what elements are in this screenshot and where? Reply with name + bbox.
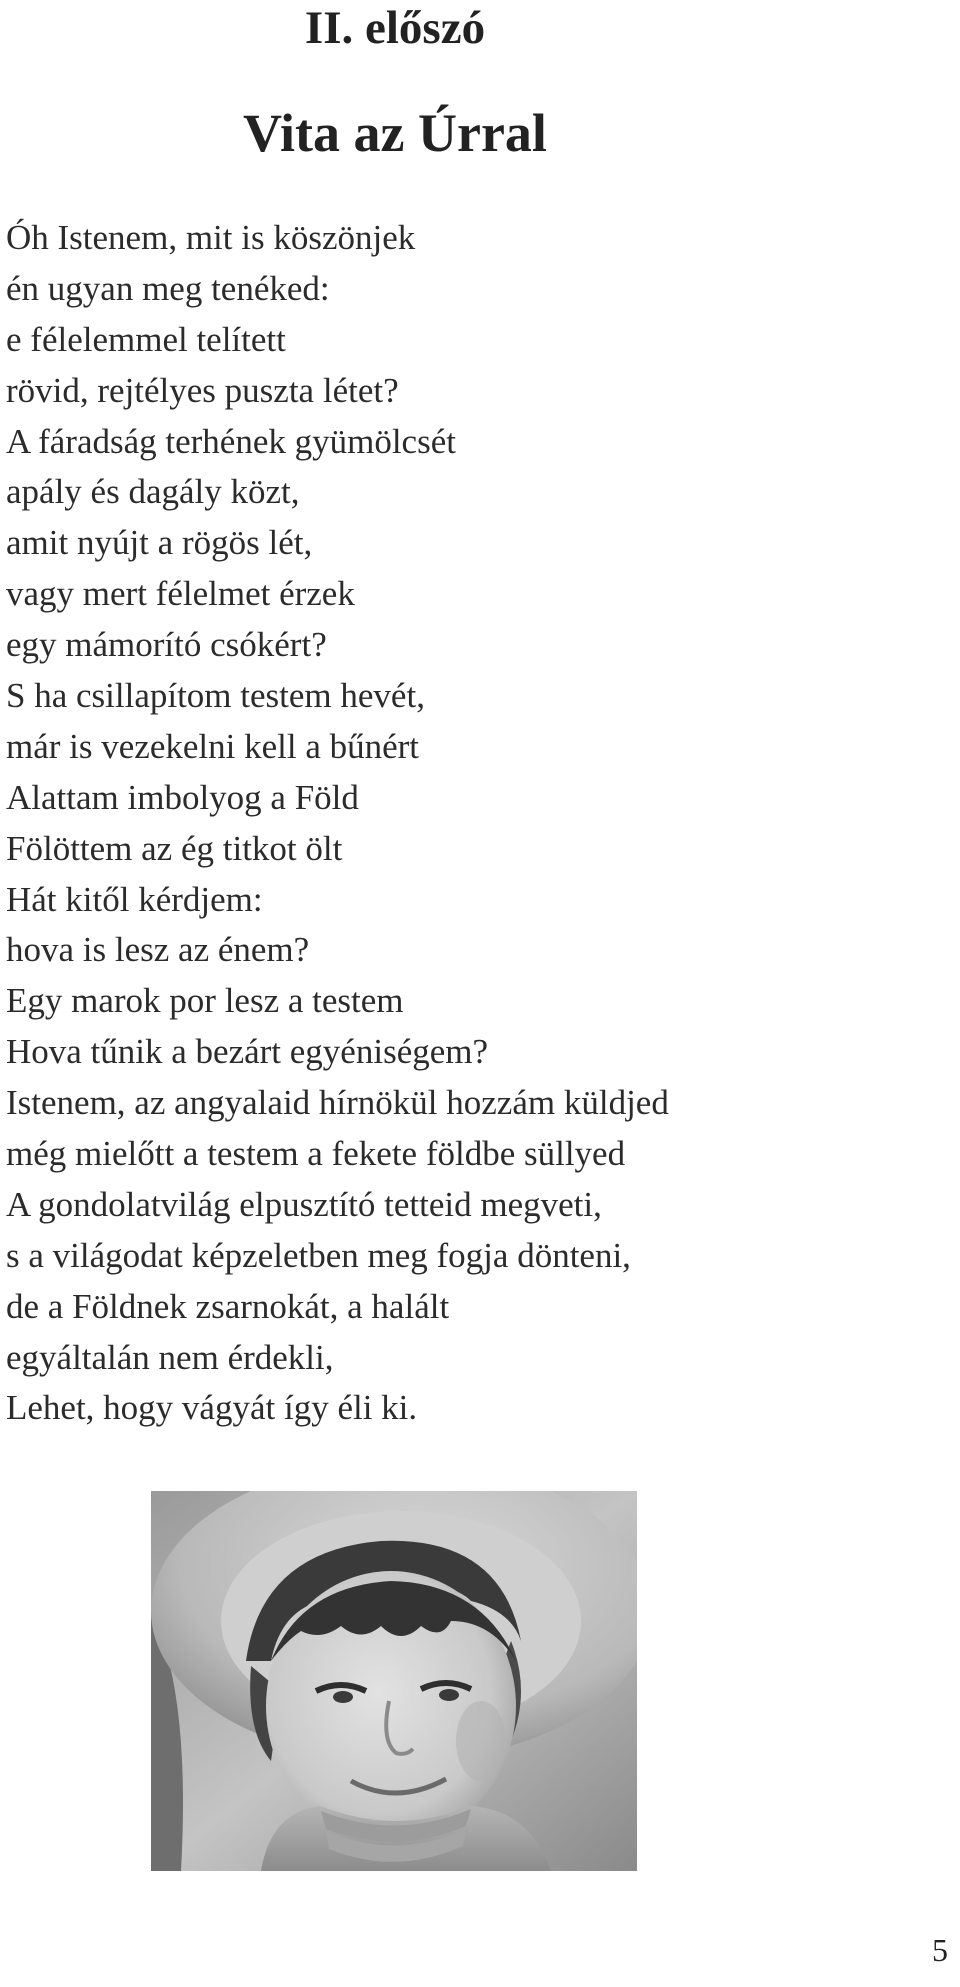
poem-title: Vita az Úrral bbox=[243, 103, 547, 163]
poem-line: Óh Istenem, mit is köszönjek bbox=[6, 218, 416, 257]
poem-line: már is vezekelni kell a bűnért bbox=[6, 726, 420, 766]
poem-line: apály és dagály közt, bbox=[6, 472, 300, 512]
poem-line: Hát kitől kérdjem: bbox=[6, 879, 263, 919]
poem-line: de a Földnek zsarnokát, a halált bbox=[6, 1286, 450, 1326]
poem-line: amit nyújt a rögös lét, bbox=[6, 523, 313, 563]
poem-line: még mielőtt a testem a fekete földbe süllyed bbox=[6, 1134, 626, 1174]
poem-line: Lehet, hogy vágyát így éli ki. bbox=[6, 1388, 418, 1428]
poem-line: A fáradság terhének gyümölcsét bbox=[6, 421, 456, 461]
poem-line: Istenem, az angyalaid hírnökül hozzám küldjed bbox=[6, 1083, 669, 1123]
chapter-heading: II. előszó bbox=[304, 2, 486, 54]
poem-line: rövid, rejtélyes puszta létet? bbox=[6, 370, 399, 410]
page-number: 5 bbox=[932, 1932, 948, 1968]
poem-line: e félelemmel telített bbox=[6, 319, 286, 359]
poem-line: Fölöttem az ég titkot ölt bbox=[6, 828, 343, 868]
poem-line: hova is lesz az énem? bbox=[6, 930, 310, 970]
poem-line: egy mámorító csókért? bbox=[6, 625, 327, 665]
poem-line: s a világodat képzeletben meg fogja dönteni, bbox=[6, 1235, 631, 1275]
poem-line: Hova tűnik a bezárt egyéniségem? bbox=[6, 1032, 489, 1072]
author-portrait-photo bbox=[151, 1491, 637, 1871]
poem-line: A gondolatvilág elpusztító tetteid megveti, bbox=[6, 1184, 602, 1224]
poem-line: én ugyan meg tenéked: bbox=[6, 268, 330, 308]
poem-line: egyáltalán nem érdekli, bbox=[6, 1337, 334, 1377]
poem-line: S ha csillapítom testem hevét, bbox=[6, 676, 425, 716]
poem-line: Egy marok por lesz a testem bbox=[6, 981, 404, 1021]
poem-body bbox=[6, 213, 946, 1434]
poem-line: vagy mert félelmet érzek bbox=[6, 574, 355, 614]
poem-line: Alattam imbolyog a Föld bbox=[6, 777, 359, 817]
